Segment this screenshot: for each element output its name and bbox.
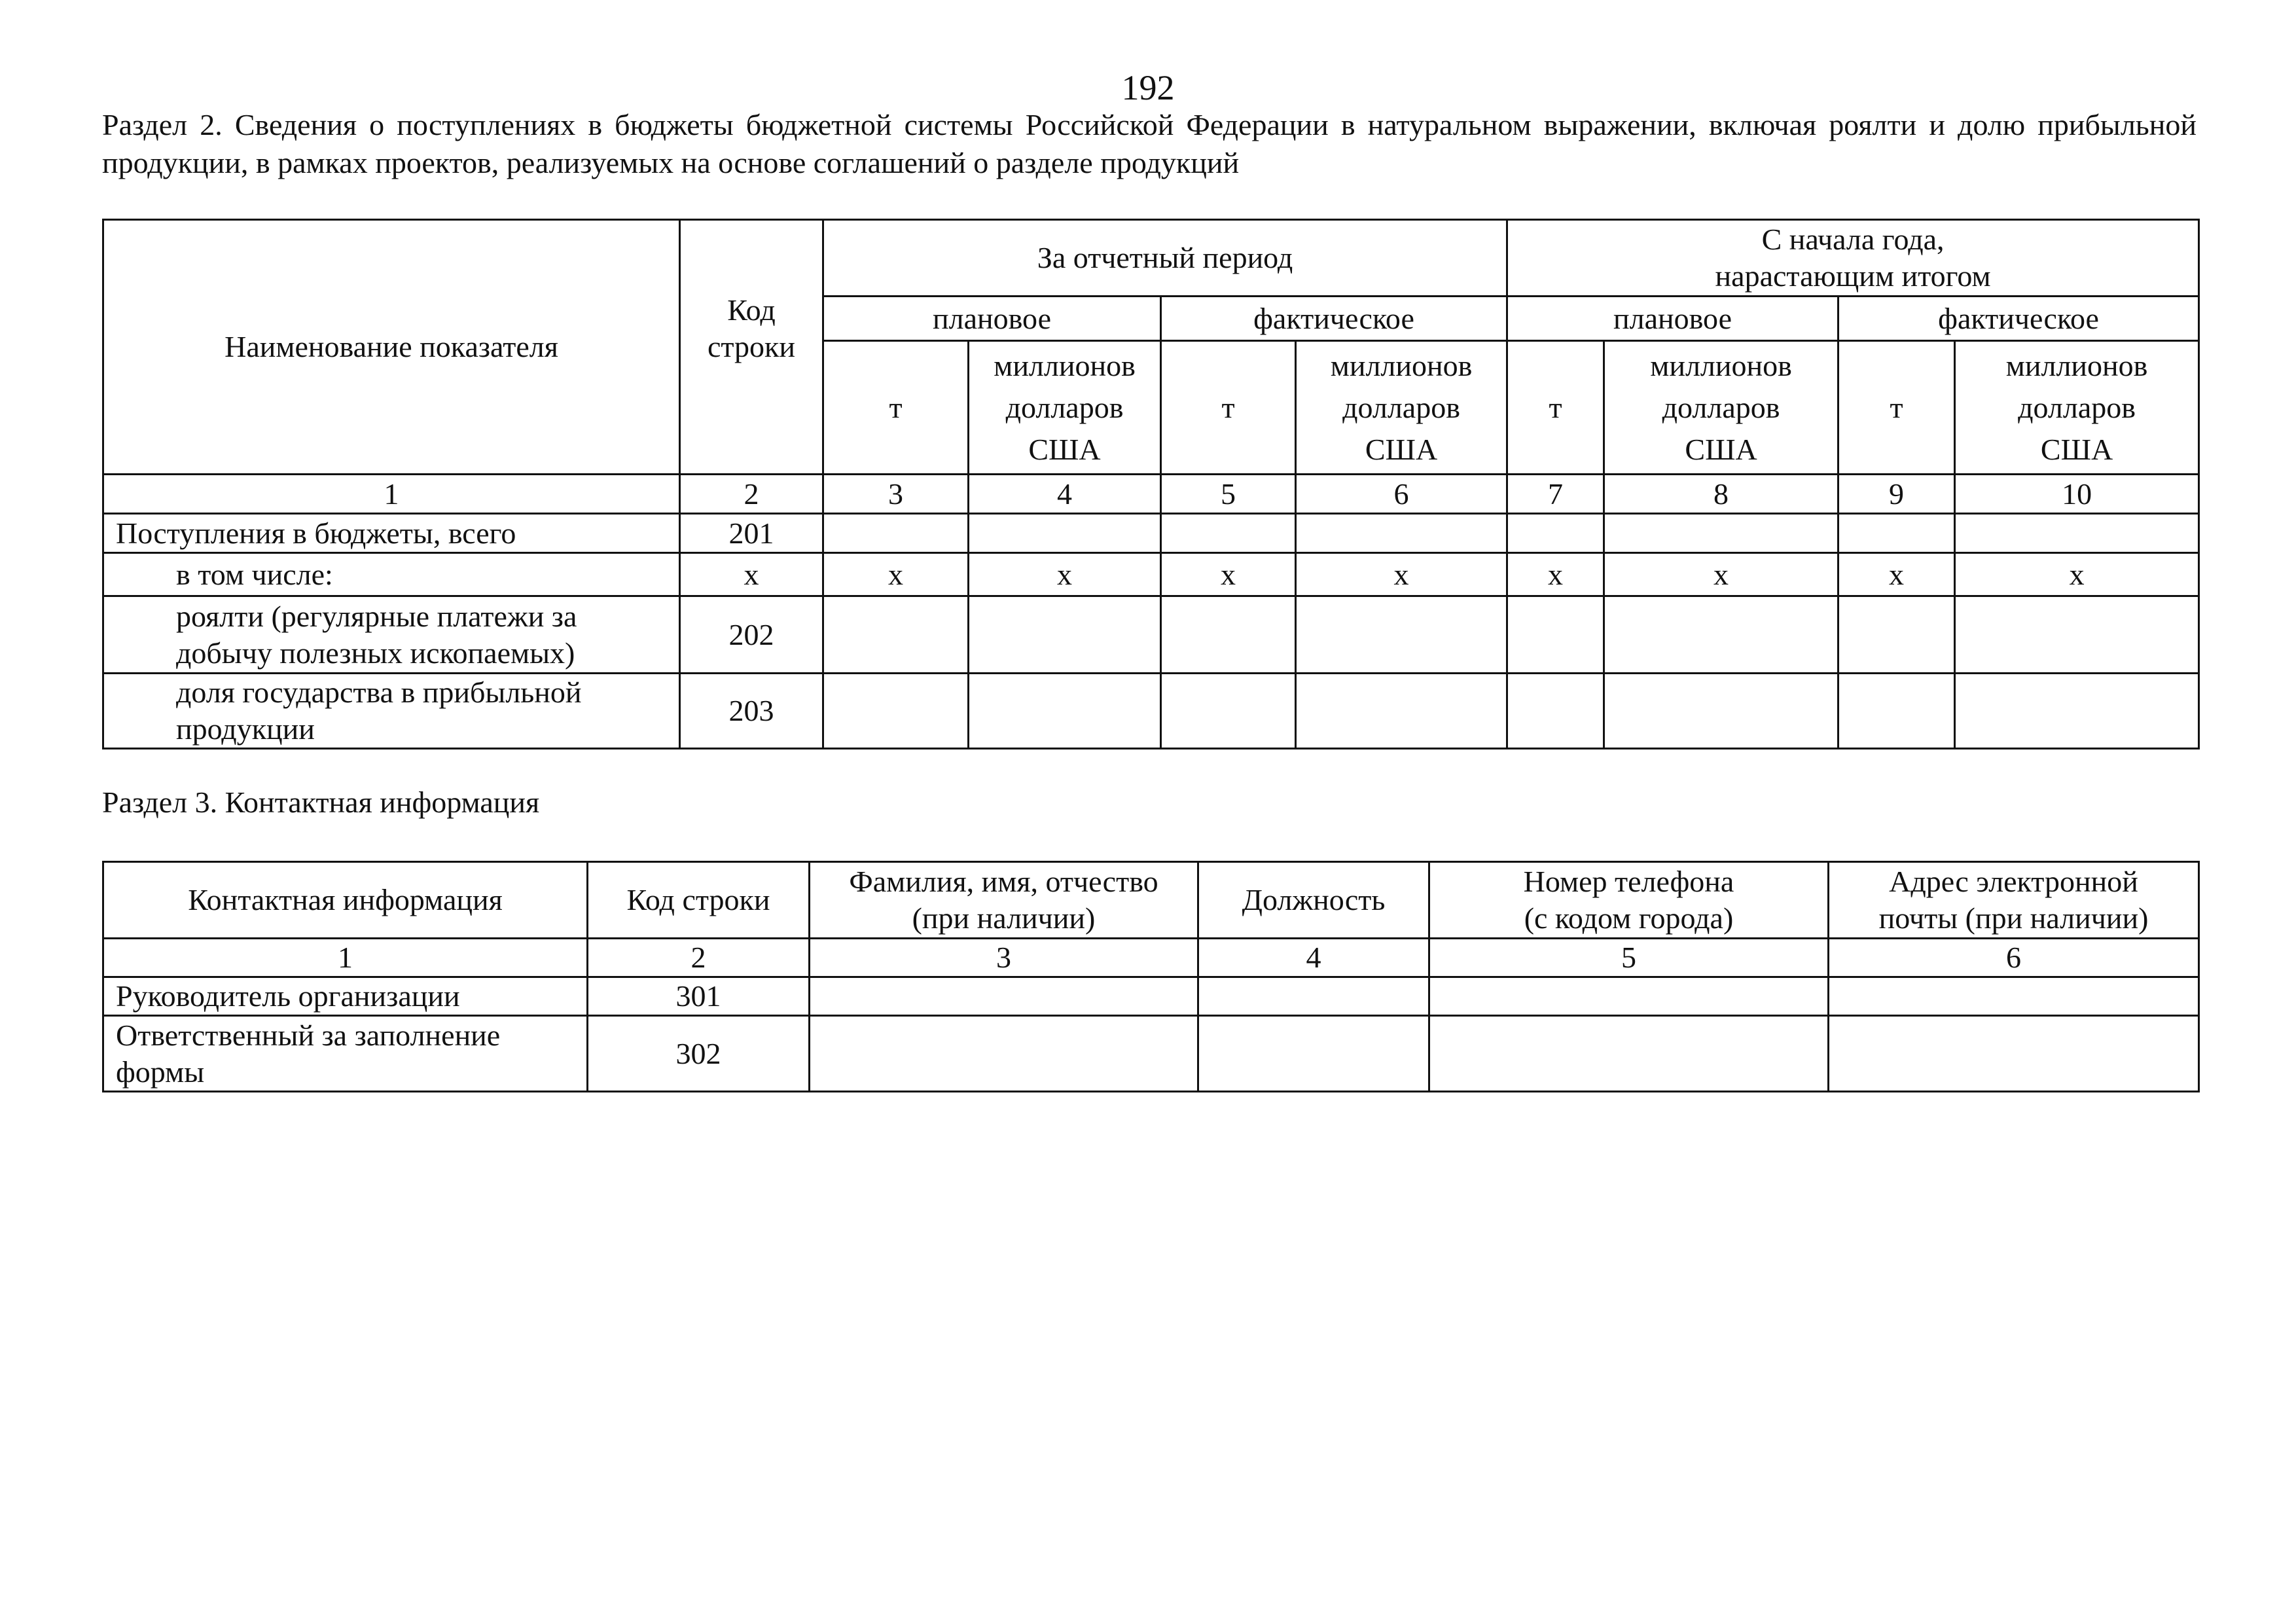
header-unit-usd: миллионов долларов США — [1955, 341, 2199, 475]
value-cell: x — [1955, 553, 2199, 596]
row-code: 301 — [588, 977, 810, 1016]
value-cell[interactable] — [823, 674, 969, 749]
column-number: 3 — [823, 475, 969, 514]
header-unit-usd: миллионов долларов США — [1296, 341, 1507, 475]
row-code: 302 — [588, 1016, 810, 1092]
header-unit-usd: миллионов долларов США — [969, 341, 1161, 475]
value-cell[interactable] — [969, 514, 1161, 553]
section-2-table — [102, 219, 2200, 749]
header-position: Должность — [1198, 862, 1429, 939]
value-cell[interactable] — [1839, 674, 1955, 749]
value-cell[interactable] — [1507, 596, 1604, 674]
header-unit-tons: т — [1839, 341, 1955, 475]
column-number: 1 — [103, 939, 588, 977]
header-row — [103, 862, 2199, 939]
table-row — [103, 674, 2199, 749]
header-unit-tons: т — [1507, 341, 1604, 475]
header-period-planned: плановое — [823, 297, 1161, 341]
value-cell: x — [823, 553, 969, 596]
value-cell[interactable] — [1161, 674, 1296, 749]
value-cell[interactable] — [1604, 596, 1839, 674]
value-cell: x — [1839, 553, 1955, 596]
page-number: 192 — [1121, 68, 1175, 107]
value-cell[interactable] — [1161, 596, 1296, 674]
value-cell[interactable] — [1296, 674, 1507, 749]
row-code: 203 — [680, 674, 823, 749]
value-cell[interactable] — [1955, 514, 2199, 553]
header-email: Адрес электронной почты (при наличии) — [1829, 862, 2199, 939]
table-row — [103, 977, 2199, 1016]
value-cell[interactable] — [810, 1016, 1198, 1092]
header-ytd-actual: фактическое — [1839, 297, 2199, 341]
column-number: 3 — [810, 939, 1198, 977]
header-period-actual: фактическое — [1161, 297, 1507, 341]
value-cell[interactable] — [1507, 674, 1604, 749]
value-cell[interactable] — [1198, 977, 1429, 1016]
header-year-to-date: С начала года, нарастающим итогом — [1507, 220, 2199, 297]
column-number: 8 — [1604, 475, 1839, 514]
value-cell[interactable] — [1955, 596, 2199, 674]
column-number: 7 — [1507, 475, 1604, 514]
value-cell[interactable] — [1161, 514, 1296, 553]
column-number: 5 — [1429, 939, 1829, 977]
header-row-code: Код строки — [680, 220, 823, 475]
row-name: в том числе: — [103, 553, 680, 596]
header-row-top — [103, 220, 2199, 297]
value-cell[interactable] — [1839, 514, 1955, 553]
section-3-table — [102, 861, 2200, 1092]
header-indicator-name: Наименование показателя — [103, 220, 680, 475]
value-cell: x — [1161, 553, 1296, 596]
value-cell[interactable] — [1604, 514, 1839, 553]
value-cell[interactable] — [1839, 596, 1955, 674]
header-row-code: Код строки — [588, 862, 810, 939]
value-cell: x — [1507, 553, 1604, 596]
column-numbers-row — [103, 939, 2199, 977]
table-row — [103, 553, 2199, 596]
value-cell[interactable] — [810, 977, 1198, 1016]
column-numbers-row — [103, 475, 2199, 514]
value-cell[interactable] — [1429, 1016, 1829, 1092]
header-unit-tons: т — [1161, 341, 1296, 475]
value-cell[interactable] — [1955, 674, 2199, 749]
value-cell[interactable] — [1507, 514, 1604, 553]
table-row — [103, 1016, 2199, 1092]
value-cell[interactable] — [969, 596, 1161, 674]
column-number: 2 — [588, 939, 810, 977]
value-cell[interactable] — [1829, 1016, 2199, 1092]
header-contact-info: Контактная информация — [103, 862, 588, 939]
header-full-name: Фамилия, имя, отчество (при наличии) — [810, 862, 1198, 939]
row-name: доля государства в прибыльной продукции — [103, 674, 680, 749]
value-cell[interactable] — [1429, 977, 1829, 1016]
column-number: 6 — [1296, 475, 1507, 514]
value-cell: x — [969, 553, 1161, 596]
table-row — [103, 514, 2199, 553]
value-cell[interactable] — [1604, 674, 1839, 749]
header-reporting-period: За отчетный период — [823, 220, 1507, 297]
column-number: 4 — [1198, 939, 1429, 977]
header-phone: Номер телефона (с кодом города) — [1429, 862, 1829, 939]
row-name: Руководитель организации — [103, 977, 588, 1016]
value-cell: x — [1604, 553, 1839, 596]
value-cell[interactable] — [823, 596, 969, 674]
column-number: 6 — [1829, 939, 2199, 977]
section-2-heading: Раздел 2. Сведения о поступлениях в бюджеты бюджетной системы Российской Федерации в натуральном выражении, включая роялти и долю прибыльной продукции, в рамках проектов, реализуемых на основе соглашений о разделе продукций — [102, 108, 2197, 179]
row-code: x — [680, 553, 823, 596]
section-3-heading: Раздел 3. Контактная информация — [102, 785, 540, 819]
row-code: 202 — [680, 596, 823, 674]
value-cell[interactable] — [823, 514, 969, 553]
table-row — [103, 596, 2199, 674]
header-ytd-planned: плановое — [1507, 297, 1839, 341]
row-name: роялти (регулярные платежи за добычу полезных ископаемых) — [103, 596, 680, 674]
header-unit-tons: т — [823, 341, 969, 475]
value-cell[interactable] — [1296, 514, 1507, 553]
row-name: Поступления в бюджеты, всего — [103, 514, 680, 553]
header-unit-usd: миллионов долларов США — [1604, 341, 1839, 475]
value-cell[interactable] — [1198, 1016, 1429, 1092]
value-cell[interactable] — [969, 674, 1161, 749]
value-cell[interactable] — [1296, 596, 1507, 674]
column-number: 2 — [680, 475, 823, 514]
row-code: 201 — [680, 514, 823, 553]
column-number: 9 — [1839, 475, 1955, 514]
column-number: 1 — [103, 475, 680, 514]
value-cell: x — [1296, 553, 1507, 596]
column-number: 10 — [1955, 475, 2199, 514]
column-number: 5 — [1161, 475, 1296, 514]
column-number: 4 — [969, 475, 1161, 514]
value-cell[interactable] — [1829, 977, 2199, 1016]
row-name: Ответственный за заполнение формы — [103, 1016, 588, 1092]
